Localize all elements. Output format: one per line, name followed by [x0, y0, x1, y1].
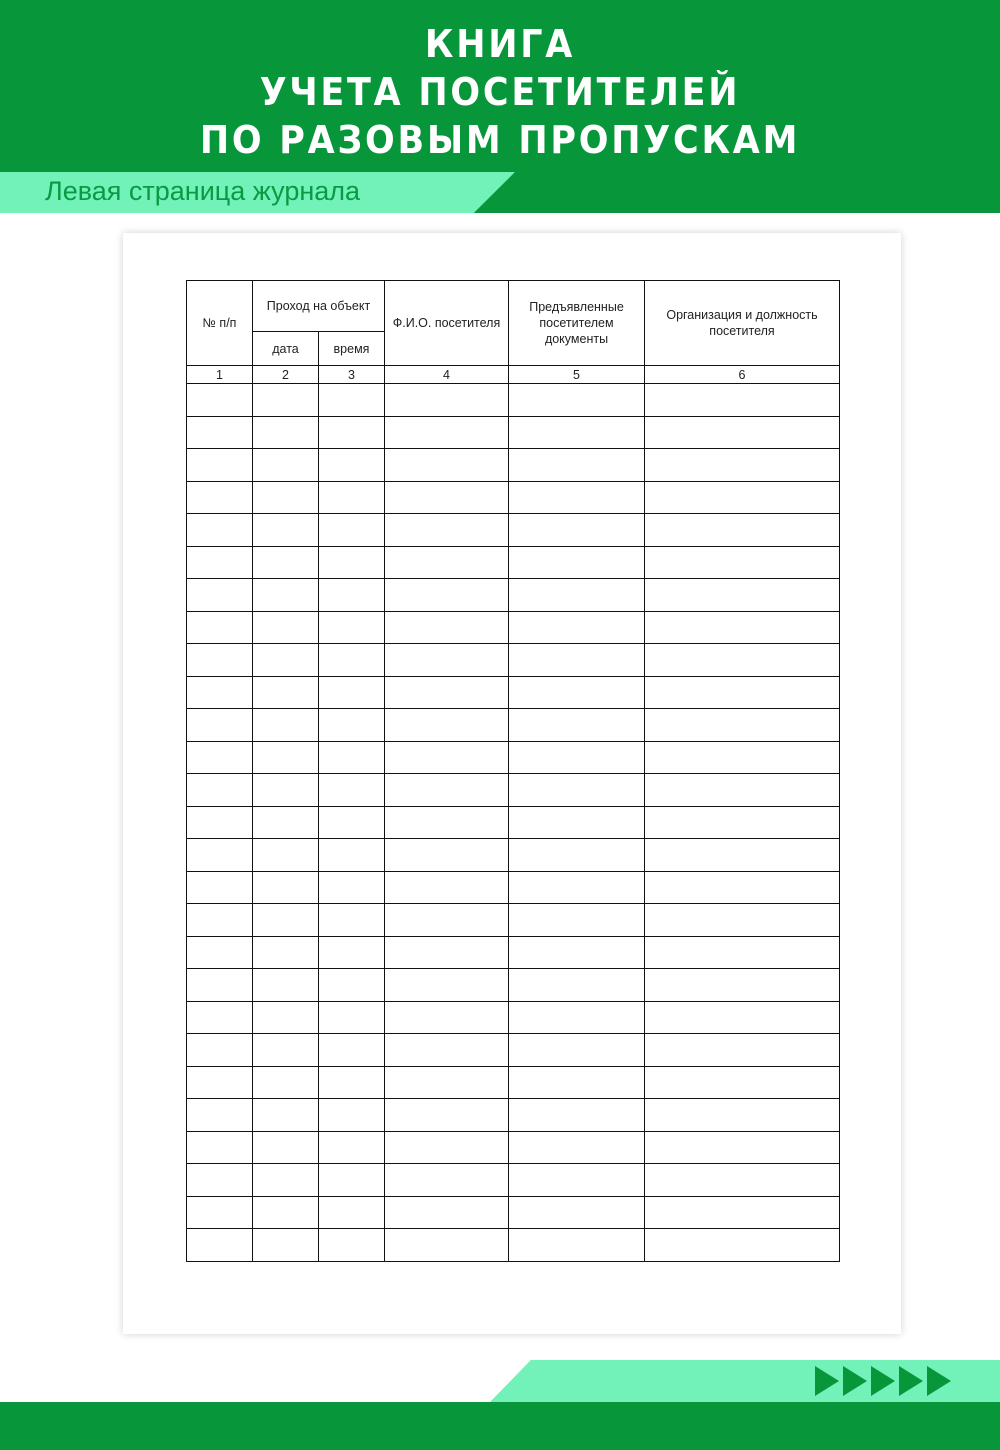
table-cell [187, 1229, 253, 1262]
table-cell [509, 676, 645, 709]
table-cell [253, 871, 319, 904]
table-cell [253, 384, 319, 417]
table-row [187, 546, 840, 579]
table-cell [187, 481, 253, 514]
table-cell [253, 904, 319, 937]
table-cell [319, 481, 385, 514]
table-row [187, 676, 840, 709]
table-cell [645, 1099, 840, 1132]
title-line-1: КНИГА [424, 22, 576, 66]
header-banner [0, 0, 1000, 213]
table-cell [187, 774, 253, 807]
table-cell [509, 611, 645, 644]
table-cell [187, 741, 253, 774]
table-cell [645, 1066, 840, 1099]
table-cell [385, 579, 509, 612]
table-cell [187, 1034, 253, 1067]
table-cell [319, 936, 385, 969]
table-cell [509, 1229, 645, 1262]
table-cell [187, 644, 253, 677]
table-cell [253, 644, 319, 677]
table-cell [319, 611, 385, 644]
column-number: 2 [253, 366, 319, 384]
table-cell [385, 1066, 509, 1099]
table-cell [645, 904, 840, 937]
table-cell [385, 449, 509, 482]
table-cell [253, 709, 319, 742]
table-cell [253, 611, 319, 644]
column-number: 6 [645, 366, 840, 384]
table-cell [509, 969, 645, 1002]
table-cell [645, 1131, 840, 1164]
table-cell [319, 1229, 385, 1262]
table-row [187, 1164, 840, 1197]
table-row [187, 416, 840, 449]
table-cell [645, 709, 840, 742]
table-row [187, 1034, 840, 1067]
table-cell [509, 644, 645, 677]
title-line-3: ПО РАЗОВЫМ ПРОПУСКАМ [199, 118, 801, 162]
table-cell [187, 676, 253, 709]
table-cell [509, 514, 645, 547]
table-cell [509, 709, 645, 742]
table-row [187, 1196, 840, 1229]
table-cell [187, 579, 253, 612]
col-header-fio: Ф.И.О. посетителя [385, 281, 509, 366]
table-cell [645, 806, 840, 839]
table-cell [319, 1066, 385, 1099]
table-row [187, 481, 840, 514]
table-cell [645, 1034, 840, 1067]
table-row [187, 871, 840, 904]
table-cell [385, 969, 509, 1002]
table-cell [187, 1131, 253, 1164]
table-cell [645, 416, 840, 449]
column-number: 5 [509, 366, 645, 384]
table-cell [385, 806, 509, 839]
table-cell [509, 1099, 645, 1132]
table-cell [253, 449, 319, 482]
table-cell [509, 774, 645, 807]
table-cell [645, 969, 840, 1002]
table-cell [385, 546, 509, 579]
arrows-group [815, 1366, 955, 1396]
table-cell [509, 1034, 645, 1067]
table-cell [385, 1196, 509, 1229]
table-cell [509, 839, 645, 872]
table-cell [645, 839, 840, 872]
table-row [187, 1131, 840, 1164]
table-cell [385, 1034, 509, 1067]
table-cell [509, 449, 645, 482]
table-cell [187, 1164, 253, 1197]
play-arrow-icon [899, 1366, 923, 1396]
table-cell [509, 416, 645, 449]
table-cell [385, 936, 509, 969]
table-cell [319, 676, 385, 709]
table-cell [645, 546, 840, 579]
table-cell [385, 1229, 509, 1262]
table-cell [509, 871, 645, 904]
table-cell [645, 1229, 840, 1262]
table-cell [319, 904, 385, 937]
table-row [187, 741, 840, 774]
col-header-documents: Предъявленные посетителем документы [509, 281, 645, 366]
table-cell [319, 1164, 385, 1197]
table-cell [385, 871, 509, 904]
table-cell [509, 481, 645, 514]
table-cell [385, 611, 509, 644]
table-cell [509, 741, 645, 774]
table-cell [509, 806, 645, 839]
table-cell [319, 1196, 385, 1229]
table-cell [253, 676, 319, 709]
table-cell [645, 481, 840, 514]
table-cell [385, 384, 509, 417]
table-row [187, 1001, 840, 1034]
table-cell [253, 546, 319, 579]
table-cell [319, 1131, 385, 1164]
table-cell [645, 774, 840, 807]
column-number: 1 [187, 366, 253, 384]
table-cell [645, 384, 840, 417]
col-header-number: № п/п [187, 281, 253, 366]
table-cell [645, 1164, 840, 1197]
table-cell [253, 1034, 319, 1067]
table-row [187, 904, 840, 937]
col-header-time: время [319, 332, 385, 366]
table-cell [187, 546, 253, 579]
table-cell [187, 936, 253, 969]
title-line-2: УЧЕТА ПОСЕТИТЕЛЕЙ [259, 70, 741, 114]
table-cell [319, 546, 385, 579]
table-cell [187, 514, 253, 547]
table-row [187, 1099, 840, 1132]
table-cell [385, 644, 509, 677]
col-header-pass: Проход на объект [253, 281, 385, 332]
table-cell [319, 709, 385, 742]
table-row [187, 774, 840, 807]
table-cell [319, 416, 385, 449]
column-numbers-row [187, 366, 840, 384]
table-row [187, 806, 840, 839]
page-subtitle: Левая страница журнала [45, 176, 361, 206]
table-cell [319, 839, 385, 872]
table-cell [509, 1131, 645, 1164]
table-cell [509, 384, 645, 417]
table-cell [645, 741, 840, 774]
table-cell [187, 871, 253, 904]
play-arrow-icon [815, 1366, 839, 1396]
table-row [187, 579, 840, 612]
journal-table [186, 280, 840, 1262]
table-cell [253, 839, 319, 872]
table-cell [253, 774, 319, 807]
table-cell [253, 936, 319, 969]
table-cell [385, 1131, 509, 1164]
table-cell [645, 1196, 840, 1229]
table-cell [187, 1196, 253, 1229]
table-cell [253, 1131, 319, 1164]
table-cell [645, 449, 840, 482]
table-cell [253, 1196, 319, 1229]
table-cell [385, 741, 509, 774]
table-cell [187, 449, 253, 482]
table-cell [509, 1001, 645, 1034]
table-row [187, 936, 840, 969]
table-cell [319, 1099, 385, 1132]
table-cell [319, 1034, 385, 1067]
table-cell [187, 969, 253, 1002]
table-cell [187, 1099, 253, 1132]
table-cell [319, 1001, 385, 1034]
table-cell [319, 741, 385, 774]
table-cell [385, 1099, 509, 1132]
table-cell [187, 904, 253, 937]
table-cell [645, 676, 840, 709]
table-row [187, 449, 840, 482]
table-cell [187, 839, 253, 872]
table-cell [385, 904, 509, 937]
table-cell [253, 514, 319, 547]
table-cell [253, 1099, 319, 1132]
table-cell [253, 741, 319, 774]
table-cell [385, 514, 509, 547]
table-cell [509, 1066, 645, 1099]
table-row [187, 709, 840, 742]
table-cell [187, 709, 253, 742]
table-cell [319, 806, 385, 839]
table-cell [385, 1164, 509, 1197]
table-cell [253, 579, 319, 612]
table-cell [645, 1001, 840, 1034]
table-cell [385, 481, 509, 514]
table-cell [187, 416, 253, 449]
table-cell [385, 774, 509, 807]
table-cell [645, 936, 840, 969]
table-cell [509, 579, 645, 612]
table-cell [319, 774, 385, 807]
table-cell [385, 676, 509, 709]
page-title [0, 20, 1000, 164]
table-cell [509, 546, 645, 579]
table-cell [253, 1066, 319, 1099]
table-row [187, 514, 840, 547]
table-cell [385, 709, 509, 742]
table-cell [187, 806, 253, 839]
table-cell [645, 644, 840, 677]
table-cell [253, 1164, 319, 1197]
table-cell [645, 871, 840, 904]
table-row [187, 644, 840, 677]
table-cell [509, 1164, 645, 1197]
table-cell [385, 416, 509, 449]
table-cell [319, 579, 385, 612]
table-cell [645, 514, 840, 547]
table-row [187, 1229, 840, 1262]
table-cell [645, 579, 840, 612]
table-cell [385, 839, 509, 872]
table-cell [385, 1001, 509, 1034]
table-row [187, 969, 840, 1002]
table-cell [187, 1066, 253, 1099]
table-cell [253, 806, 319, 839]
table-row [187, 1066, 840, 1099]
table-cell [253, 481, 319, 514]
column-number: 4 [385, 366, 509, 384]
table-cell [253, 1229, 319, 1262]
table-cell [253, 416, 319, 449]
table-row [187, 839, 840, 872]
col-header-organization: Организация и должность посетителя [645, 281, 840, 366]
table-cell [645, 611, 840, 644]
play-arrow-icon [871, 1366, 895, 1396]
table-cell [509, 936, 645, 969]
play-arrow-icon [843, 1366, 867, 1396]
col-header-date: дата [253, 332, 319, 366]
table-cell [319, 969, 385, 1002]
table-cell [509, 904, 645, 937]
table-cell [319, 514, 385, 547]
table-cell [253, 969, 319, 1002]
table-cell [187, 384, 253, 417]
table-row [187, 611, 840, 644]
play-arrow-icon [927, 1366, 951, 1396]
column-number: 3 [319, 366, 385, 384]
table-cell [319, 644, 385, 677]
table-cell [509, 1196, 645, 1229]
table-cell [319, 871, 385, 904]
table-cell [187, 611, 253, 644]
table-cell [319, 449, 385, 482]
table-row [187, 384, 840, 417]
footer-banner [0, 1402, 1000, 1450]
table-cell [187, 1001, 253, 1034]
table-cell [253, 1001, 319, 1034]
table-cell [319, 384, 385, 417]
